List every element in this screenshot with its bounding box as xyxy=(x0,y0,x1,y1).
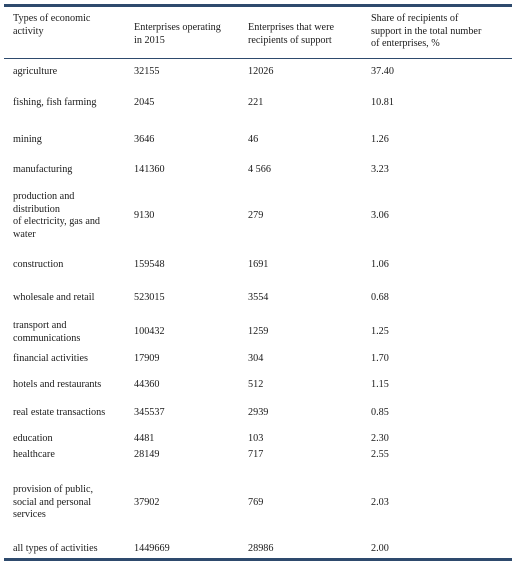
cell-share: 1.15 xyxy=(371,379,389,390)
cell-recipients: 1259 xyxy=(248,326,269,337)
cell-share-total: 2.00 xyxy=(371,543,389,554)
cell-share: 0.85 xyxy=(371,407,389,418)
cell-share: 1.06 xyxy=(371,259,389,270)
support-recipients-table xyxy=(4,4,512,561)
table-header-rule xyxy=(4,58,512,59)
cell-operating: 17909 xyxy=(134,353,160,364)
cell-activity: production and distribution of electricity, gas and water xyxy=(13,191,101,240)
cell-activity: mining xyxy=(13,134,42,145)
cell-activity: healthcare xyxy=(13,449,55,460)
header-share: Share of recipients of support in the total number of enterprises, % xyxy=(371,13,482,50)
cell-recipients: 3554 xyxy=(248,292,269,303)
table-bottom-rule xyxy=(4,558,512,561)
cell-activity: provision of public, social and personal services xyxy=(13,484,94,521)
cell-activity: hotels and restaurants xyxy=(13,379,102,390)
cell-operating: 28149 xyxy=(134,449,160,460)
cell-operating: 3646 xyxy=(134,134,155,145)
cell-activity: education xyxy=(13,433,53,444)
cell-recipients: 46 xyxy=(248,134,259,145)
header-recipients: Enterprises that were recipients of support xyxy=(248,22,334,46)
cell-recipients: 12026 xyxy=(248,66,274,77)
cell-operating: 345537 xyxy=(134,407,165,418)
cell-activity: construction xyxy=(13,259,64,270)
cell-activity: agriculture xyxy=(13,66,58,77)
cell-share: 2.30 xyxy=(371,433,389,444)
cell-recipients: 769 xyxy=(248,497,264,508)
cell-share: 1.25 xyxy=(371,326,389,337)
cell-activity: transport and communications xyxy=(13,320,81,344)
cell-share: 2.55 xyxy=(371,449,389,460)
cell-operating: 159548 xyxy=(134,259,165,270)
table-top-rule xyxy=(4,4,512,7)
cell-recipients: 304 xyxy=(248,353,264,364)
cell-activity: manufacturing xyxy=(13,164,73,175)
cell-operating-total: 1449669 xyxy=(134,543,170,554)
cell-share: 37.40 xyxy=(371,66,394,77)
header-activity: Types of economic activity xyxy=(13,13,91,37)
cell-recipients: 1691 xyxy=(248,259,269,270)
cell-activity: financial activities xyxy=(13,353,88,364)
cell-operating: 32155 xyxy=(134,66,160,77)
cell-recipients: 221 xyxy=(248,97,264,108)
cell-share: 1.26 xyxy=(371,134,389,145)
cell-recipients: 717 xyxy=(248,449,264,460)
cell-recipients: 279 xyxy=(248,210,264,221)
cell-operating: 4481 xyxy=(134,433,155,444)
cell-operating: 2045 xyxy=(134,97,155,108)
cell-activity: real estate transactions xyxy=(13,407,106,418)
cell-operating: 37902 xyxy=(134,497,160,508)
cell-recipients-total: 28986 xyxy=(248,543,274,554)
cell-operating: 44360 xyxy=(134,379,160,390)
cell-share: 3.06 xyxy=(371,210,389,221)
cell-share: 1.70 xyxy=(371,353,389,364)
cell-activity: wholesale and retail xyxy=(13,292,95,303)
cell-operating: 523015 xyxy=(134,292,165,303)
cell-recipients: 512 xyxy=(248,379,264,390)
cell-activity: fishing, fish farming xyxy=(13,97,97,108)
cell-recipients: 103 xyxy=(248,433,264,444)
header-operating: Enterprises operating in 2015 xyxy=(134,22,221,46)
cell-share: 0.68 xyxy=(371,292,389,303)
cell-operating: 9130 xyxy=(134,210,155,221)
cell-operating: 100432 xyxy=(134,326,165,337)
cell-share: 10.81 xyxy=(371,97,394,108)
cell-share: 2.03 xyxy=(371,497,389,508)
cell-operating: 141360 xyxy=(134,164,165,175)
cell-recipients: 4 566 xyxy=(248,164,271,175)
cell-recipients: 2939 xyxy=(248,407,269,418)
cell-activity-total: all types of activities xyxy=(13,543,98,554)
cell-share: 3.23 xyxy=(371,164,389,175)
